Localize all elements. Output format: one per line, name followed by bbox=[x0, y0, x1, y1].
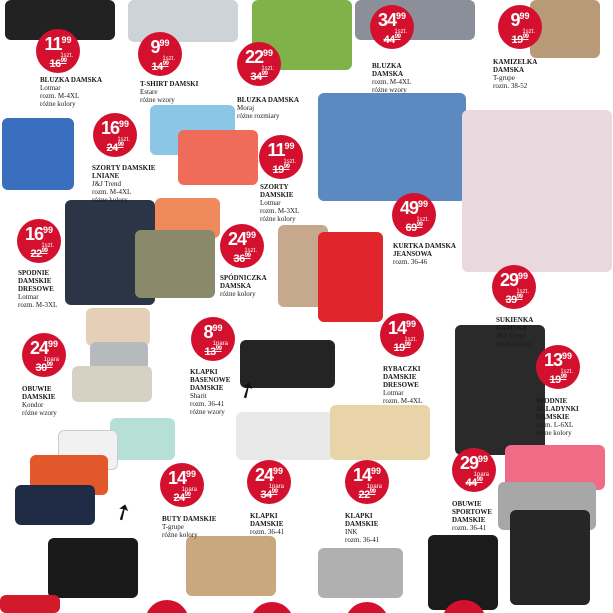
product-photo-skirt-khaki bbox=[135, 230, 215, 298]
price-badge-partial bbox=[345, 602, 389, 613]
product-label: SUKIENKA DAMSKA J&J Trend różne kolory bbox=[496, 316, 533, 348]
price-badge: $24^{99}$ 1szt. $36^{99}$ bbox=[220, 224, 264, 268]
product-photo-shorts-coral bbox=[178, 130, 258, 185]
product-photo-flats-beige bbox=[186, 536, 276, 596]
price-badge: $11^{99}$ 1szt. $19^{99}$ bbox=[259, 135, 303, 179]
product-photo-pool-slides-white bbox=[236, 412, 334, 460]
price-badge: $9^{99}$ 1szt. $19^{99}$ bbox=[498, 5, 542, 49]
price-badge-partial bbox=[145, 600, 189, 613]
product-photo-pool-slides bbox=[240, 340, 335, 388]
product-photo-sandals-black bbox=[48, 538, 138, 598]
price-badge: $29^{99}$ 1szt. $39^{99}$ bbox=[492, 265, 536, 309]
product-photo-shoes-sneakers bbox=[86, 308, 150, 346]
product-photo-capri-red bbox=[318, 232, 383, 322]
product-label: KURTKA DAMSKA JEANSOWA rozm. 36-46 bbox=[393, 242, 456, 266]
price-badge: $24^{99}$ 1para $30^{99}$ bbox=[22, 333, 66, 377]
product-photo-shoes-slipon bbox=[72, 366, 152, 402]
product-label: RYBACZKI DAMSKIE DRESOWE Lotmar rozm. M-4XL bbox=[383, 365, 423, 405]
product-photo-dress-floral bbox=[462, 110, 612, 272]
price-badge-partial bbox=[250, 602, 294, 613]
product-label: SPÓDNICZKA DAMSKA różne kolory bbox=[220, 274, 267, 298]
price-badge: $9^{99}$ 1szt. $14^{99}$ bbox=[138, 32, 182, 76]
price-badge: $29^{99}$ 1para $44^{99}$ bbox=[452, 448, 496, 492]
price-badge: $22^{99}$ 1szt. $34^{99}$ bbox=[237, 42, 281, 86]
product-photo-tshirt-printed bbox=[128, 0, 238, 42]
product-label: BLUZKA DAMSKA Moraj różne rozmiary bbox=[237, 96, 300, 120]
price-badge: $16^{99}$ 1szt. $24^{99}$ bbox=[93, 113, 137, 157]
product-photo-sandals-beige bbox=[330, 405, 430, 460]
product-photo-canvas-navy bbox=[15, 485, 95, 525]
product-photo-red-item bbox=[0, 595, 60, 613]
product-label: SPODNIE ALLADYNKI DAMSKIE rozm. L-6XL różne kolory bbox=[536, 397, 579, 437]
price-badge: $24^{99}$ 1para $34^{99}$ bbox=[247, 460, 291, 504]
product-label: SZORTY DAMSKIE Lotmar rozm. M-3XL różne kolory bbox=[260, 183, 300, 223]
price-badge: $49^{99}$ 1szt. $69^{99}$ bbox=[392, 193, 436, 237]
product-label: SZORTY DAMSKIE LNIANE J&J Trend rozm. M-4XL różne kolory bbox=[92, 164, 156, 204]
product-label: OBUWIE SPORTOWE DAMSKIE rozm. 36-41 bbox=[452, 500, 493, 532]
price-badge: $11^{99}$ 1szt. $16^{99}$ bbox=[36, 29, 80, 73]
price-badge: $14^{99}$ 1para $22^{99}$ bbox=[345, 460, 389, 504]
price-badge: $8^{99}$ 1para $13^{99}$ bbox=[191, 317, 235, 361]
product-label: OBUWIE DAMSKIE Kondor różne wzory bbox=[22, 385, 57, 417]
product-label: KLAPKI BASENOWE DAMSKIE Sharit rozm. 36-41 różne wzory bbox=[190, 368, 231, 416]
price-badge: $14^{99}$ 1para $24^{99}$ bbox=[160, 463, 204, 507]
product-photo-canvas-mint bbox=[110, 418, 175, 460]
price-badge: $14^{99}$ 1szt. $19^{99}$ bbox=[380, 313, 424, 357]
arrow-icon: ➚ bbox=[232, 375, 262, 406]
product-label: BUTY DAMSKIE T-grupe różne kolory bbox=[162, 515, 217, 539]
price-badge: $16^{99}$ 1szt. $22^{99}$ bbox=[17, 219, 61, 263]
product-photo-boots-black bbox=[510, 510, 590, 605]
arrow-icon: ➚ bbox=[108, 497, 138, 528]
product-label: KAMIZELKA DAMSKA T-grupe rozm. 38-52 bbox=[493, 58, 537, 90]
product-photo-flats-check bbox=[318, 548, 403, 598]
product-photo-denim-jacket bbox=[318, 93, 466, 201]
product-label: BLUZKA DAMSKA Lotmar rozm. M-4XL różne kolory bbox=[40, 76, 103, 108]
product-label: T-SHIRT DAMSKI Estare różne wzory bbox=[140, 80, 199, 104]
price-badge: $34^{99}$ 1szt. $44^{99}$ bbox=[370, 5, 414, 49]
price-badge: $13^{99}$ 1szt. $19^{99}$ bbox=[536, 345, 580, 389]
product-photo-linen-shorts bbox=[2, 118, 74, 190]
product-label: BLUZKA DAMSKA rozm. M-4XL różne wzory bbox=[372, 62, 412, 94]
product-photo-heels-black bbox=[428, 535, 498, 610]
product-label: KLAPKI DAMSKIE INK rozm. 36-41 bbox=[345, 512, 380, 544]
product-label: SPODNIE DAMSKIE DRESOWE Lotmar rozm. M-3XL bbox=[18, 269, 58, 309]
product-label: KLAPKI DAMSKIE rozm. 36-41 bbox=[250, 512, 285, 536]
